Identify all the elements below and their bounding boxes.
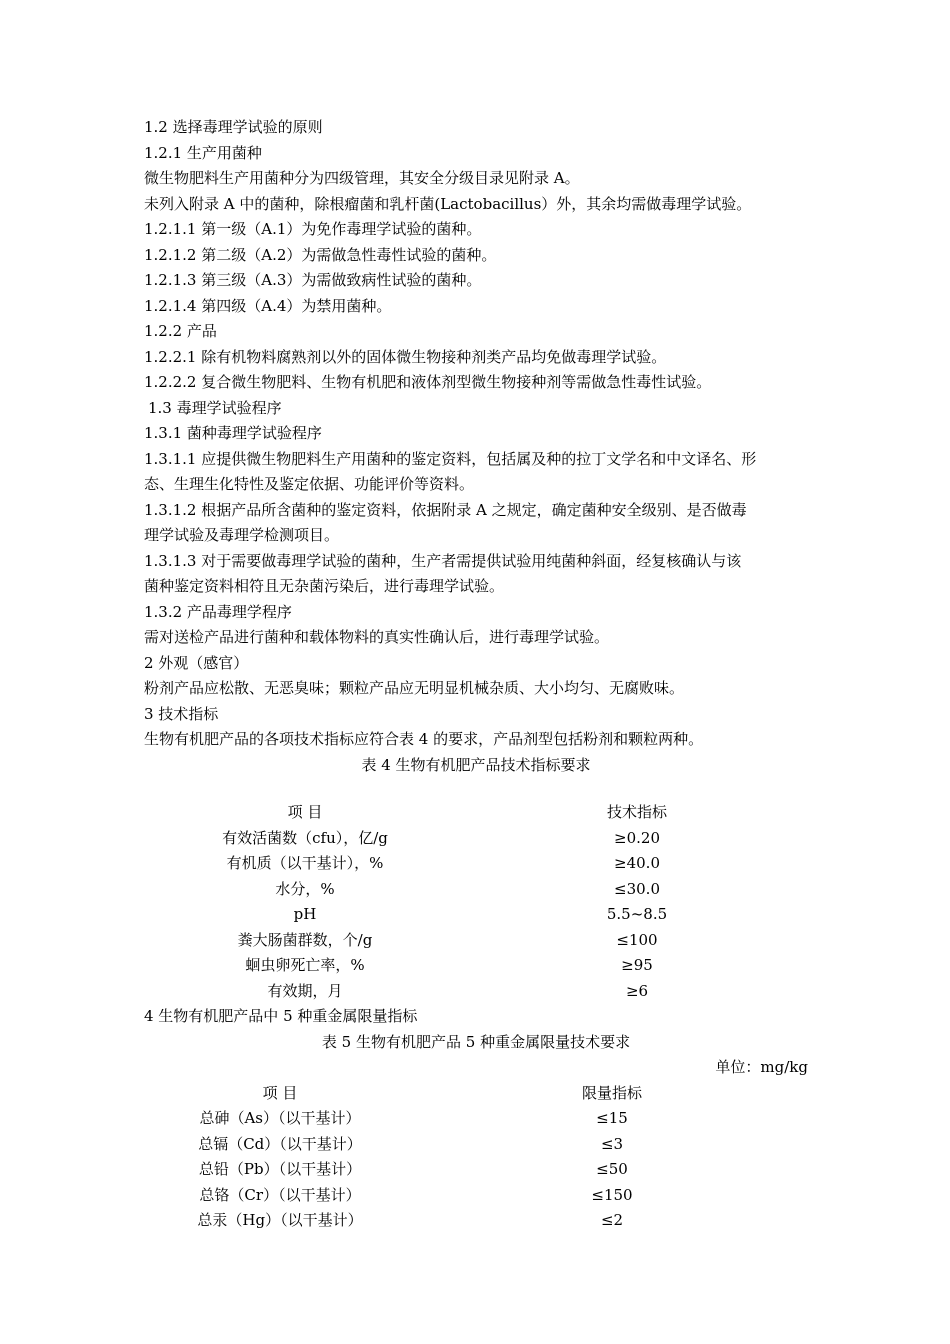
section-1-3-heading: 1.3 毒理学试验程序 xyxy=(148,398,282,417)
table-cell: 总砷（As）（以干基计） xyxy=(199,1109,361,1127)
table-cell: ≥40.0 xyxy=(614,854,660,872)
table-cell: 水分，% xyxy=(275,879,335,898)
table-cell: 有效活菌数（cfu），亿/g xyxy=(222,828,388,847)
table4 xyxy=(144,800,808,1004)
table-cell: 5.5~8.5 xyxy=(606,905,668,923)
table-cell: ≤2 xyxy=(600,1211,624,1229)
paragraph-line: 需对送检产品进行菌种和载体物料的真实性确认后，进行毒理学试验。 xyxy=(144,628,610,646)
table-row xyxy=(144,902,808,928)
table-header-row xyxy=(144,800,808,826)
table-cell: ≥0.20 xyxy=(614,828,660,847)
table-header-row xyxy=(144,1081,808,1107)
table-row xyxy=(144,953,808,979)
column-header-item: 项 目 xyxy=(287,803,323,821)
table-row xyxy=(144,1132,808,1158)
section-1-3-2-heading: 1.3.2 产品毒理学程序 xyxy=(144,602,292,621)
table-row xyxy=(144,1208,808,1234)
table-row xyxy=(144,851,808,877)
paragraph-line: 1.3.1.1 应提供微生物肥料生产用菌种的鉴定资料，包括属及种的拉丁文学名和中文译名、形 xyxy=(144,449,757,468)
table-cell: 有效期，月 xyxy=(267,981,343,1000)
table-cell: 粪大肠菌群数，个/g xyxy=(237,930,373,949)
column-header-value: 技术指标 xyxy=(606,803,667,821)
paragraph-line: 粉剂产品应松散、无恶臭味；颗粒产品应无明显机械杂质、大小均匀、无腐败味。 xyxy=(144,679,685,697)
table-row xyxy=(144,928,808,954)
table-row xyxy=(144,1183,808,1209)
spacer xyxy=(144,778,808,800)
list-item: 1.2.2.1 除有机物料腐熟剂以外的固体微生物接种剂类产品均免做毒理学试验。 xyxy=(144,347,667,366)
table4-caption: 表 4 生物有机肥产品技术指标要求 xyxy=(361,755,591,774)
table5-unit: 单位：mg/kg xyxy=(715,1058,808,1076)
table-cell: 总镉（Cd）（以干基计） xyxy=(198,1134,362,1153)
list-item: 1.2.1.4 第四级（A.4）为禁用菌种。 xyxy=(144,296,392,315)
document-page xyxy=(144,115,808,1234)
paragraph-line: 菌种鉴定资料相符且无杂菌污染后，进行毒理学试验。 xyxy=(144,577,505,595)
table-cell: ≤30.0 xyxy=(614,879,660,898)
list-item: 1.2.1.2 第二级（A.2）为需做急性毒性试验的菌种。 xyxy=(144,245,497,264)
list-item: 1.2.1.3 第三级（A.3）为需做致病性试验的菌种。 xyxy=(144,271,482,289)
table-cell: ≥95 xyxy=(621,956,653,974)
table-cell: ≥6 xyxy=(625,981,649,1000)
table-cell: 总铬（Cr）（以干基计） xyxy=(199,1185,361,1204)
table-cell: ≤150 xyxy=(591,1185,633,1204)
list-item: 1.2.1.1 第一级（A.1）为免作毒理学试验的菌种。 xyxy=(144,220,482,238)
section-3-heading: 3 技术指标 xyxy=(144,704,219,723)
table5-caption: 表 5 生物有机肥产品 5 种重金属限量技术要求 xyxy=(321,1032,631,1051)
section-2-heading: 2 外观（感官） xyxy=(144,653,249,672)
table-row xyxy=(144,979,808,1005)
paragraph-line: 1.3.1.3 对于需要做毒理学试验的菌种，生产者需提供试验用纯菌种斜面，经复核确认与该 xyxy=(144,551,742,570)
table-cell: 蛔虫卵死亡率，% xyxy=(245,956,365,974)
paragraph-line: 生物有机肥产品的各项技术指标应符合表 4 的要求，产品剂型包括粉剂和颗粒两种。 xyxy=(144,730,704,748)
paragraph-line: 理学试验及毒理学检测项目。 xyxy=(144,526,340,544)
table-row xyxy=(144,1157,808,1183)
section-1-2-2-heading: 1.2.2 产品 xyxy=(144,322,217,340)
table-cell: 有机质（以干基计），% xyxy=(226,854,384,872)
column-header-value: 限量指标 xyxy=(581,1083,642,1102)
table-cell: ≤15 xyxy=(596,1109,628,1127)
list-item: 1.2.2.2 复合微生物肥料、生物有机肥和液体剂型微生物接种剂等需做急性毒性试验。 xyxy=(144,373,712,391)
table-cell: pH xyxy=(293,905,317,923)
table-cell: 总汞（Hg）（以干基计） xyxy=(197,1211,363,1229)
table5 xyxy=(144,1081,808,1234)
section-1-2-1-heading: 1.2.1 生产用菌种 xyxy=(144,143,262,162)
paragraph-line: 未列入附录 A 中的菌种，除根瘤菌和乳杆菌(Lactobacillus）外，其余均需做毒理学试验。 xyxy=(144,194,752,213)
column-header-item: 项 目 xyxy=(262,1083,298,1102)
table-cell: ≤100 xyxy=(616,930,658,949)
section-1-3-1-heading: 1.3.1 菌种毒理学试验程序 xyxy=(144,424,322,442)
table-row xyxy=(144,877,808,903)
table-cell: ≤3 xyxy=(600,1134,624,1153)
paragraph-line: 态、生理生化特性及鉴定依据、功能评价等资料。 xyxy=(144,475,475,493)
section-4-heading: 4 生物有机肥产品中 5 种重金属限量指标 xyxy=(144,1007,418,1025)
table-cell: 总铅（Pb）（以干基计） xyxy=(198,1160,362,1178)
table-row xyxy=(144,1106,808,1132)
paragraph-line: 微生物肥料生产用菌种分为四级管理，其安全分级目录见附录 A。 xyxy=(144,169,580,187)
table-cell: ≤50 xyxy=(596,1160,628,1178)
paragraph-line: 1.3.1.2 根据产品所含菌种的鉴定资料，依据附录 A 之规定，确定菌种安全级别、是否做毒 xyxy=(144,500,747,519)
section-1-2-heading: 1.2 选择毒理学试验的原则 xyxy=(144,118,323,136)
table-row xyxy=(144,826,808,852)
